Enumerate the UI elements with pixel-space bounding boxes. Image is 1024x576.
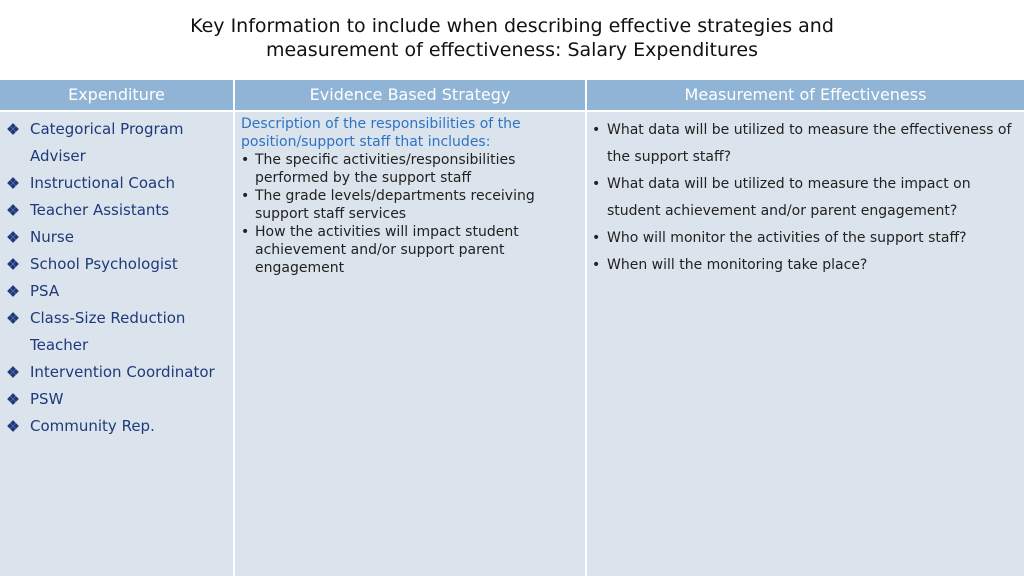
salary-expenditures-table bbox=[0, 80, 1024, 576]
measurement-item: Who will monitor the activities of the support staff? bbox=[607, 230, 967, 246]
list-item bbox=[8, 170, 225, 197]
expenditure-label: Intervention Coordinator bbox=[30, 363, 215, 381]
measurement-item: When will the monitoring take place? bbox=[607, 257, 868, 273]
expenditure-label: School Psychologist bbox=[30, 255, 178, 273]
expenditure-label: Categorical Program Adviser bbox=[30, 120, 184, 165]
strategy-item: How the activities will impact student achievement and/or support parent engagement bbox=[255, 224, 519, 276]
four-diamond-bullet-icon bbox=[8, 313, 20, 325]
strategy-item: The grade levels/departments receiving support staff services bbox=[255, 188, 535, 222]
measurement-item: What data will be utilized to measure the effectiveness of the support staff? bbox=[607, 122, 1012, 165]
four-diamond-bullet-icon bbox=[8, 286, 20, 298]
four-diamond-bullet-icon bbox=[8, 421, 20, 433]
strategy-cell bbox=[235, 112, 585, 576]
expenditure-cell bbox=[0, 112, 233, 576]
column-header-measurement: Measurement of Effectiveness bbox=[587, 80, 1024, 110]
list-item bbox=[8, 386, 225, 413]
list-item bbox=[241, 223, 585, 277]
four-diamond-bullet-icon bbox=[8, 367, 20, 379]
list-item bbox=[8, 305, 225, 359]
four-diamond-bullet-icon bbox=[8, 259, 20, 271]
expenditure-label: Community Rep. bbox=[30, 417, 155, 435]
dot-bullet-icon: • bbox=[592, 230, 601, 246]
list-item bbox=[8, 359, 225, 386]
column-header-expenditure: Expenditure bbox=[0, 80, 233, 110]
list-item bbox=[241, 187, 585, 223]
list-item bbox=[8, 413, 225, 440]
strategy-list bbox=[241, 151, 585, 277]
page-title-line-1: Key Information to include when describing effective strategies and bbox=[190, 15, 834, 37]
column-header-strategy: Evidence Based Strategy bbox=[235, 80, 585, 110]
list-item bbox=[592, 225, 1014, 252]
list-item bbox=[8, 278, 225, 305]
four-diamond-bullet-icon bbox=[8, 124, 20, 136]
dot-bullet-icon: • bbox=[241, 152, 250, 168]
dot-bullet-icon: • bbox=[592, 176, 601, 192]
list-item bbox=[592, 117, 1014, 171]
page-title bbox=[0, 14, 1024, 62]
measurement-item: What data will be utilized to measure the impact on student achievement and/or parent engagement? bbox=[607, 176, 971, 219]
list-item bbox=[8, 197, 225, 224]
four-diamond-bullet-icon bbox=[8, 205, 20, 217]
list-item bbox=[592, 171, 1014, 225]
expenditure-label: Class-Size Reduction Teacher bbox=[30, 309, 186, 354]
strategy-heading: Description of the responsibilities of the position/support staff that includes: bbox=[241, 116, 521, 150]
list-item bbox=[241, 151, 585, 187]
list-item bbox=[592, 252, 1014, 279]
list-item bbox=[8, 224, 225, 251]
four-diamond-bullet-icon bbox=[8, 394, 20, 406]
expenditure-label: PSA bbox=[30, 282, 60, 300]
expenditure-label: PSW bbox=[30, 390, 64, 408]
expenditure-label: Nurse bbox=[30, 228, 74, 246]
four-diamond-bullet-icon bbox=[8, 178, 20, 190]
dot-bullet-icon: • bbox=[241, 188, 250, 204]
measurement-cell bbox=[587, 112, 1024, 576]
page-title-line-2: measurement of effectiveness: Salary Expenditures bbox=[265, 39, 759, 61]
dot-bullet-icon: • bbox=[592, 122, 601, 138]
expenditure-label: Teacher Assistants bbox=[30, 201, 170, 219]
expenditure-list bbox=[0, 112, 233, 440]
strategy-item: The specific activities/responsibilities performed by the support staff bbox=[255, 152, 516, 186]
measurement-list bbox=[587, 112, 1024, 279]
list-item bbox=[8, 251, 225, 278]
list-item bbox=[8, 116, 225, 170]
four-diamond-bullet-icon bbox=[8, 232, 20, 244]
dot-bullet-icon: • bbox=[241, 224, 250, 240]
expenditure-label: Instructional Coach bbox=[30, 174, 176, 192]
dot-bullet-icon: • bbox=[592, 257, 601, 273]
